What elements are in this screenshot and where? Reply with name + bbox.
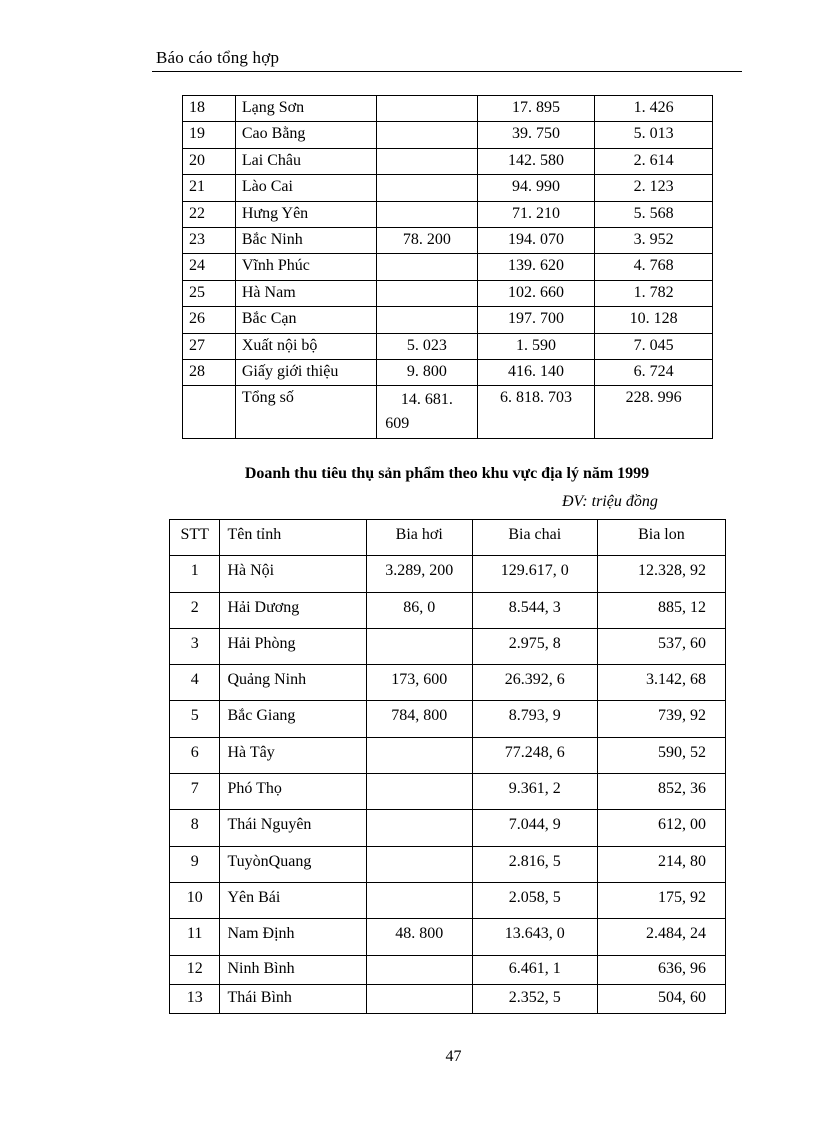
table-row: [170, 665, 726, 701]
row-value-2: 102. 660: [477, 280, 595, 306]
total-label: Tổng số: [235, 386, 376, 439]
total-value-2: 6. 818. 703: [477, 386, 595, 439]
row-canned-beer: 214, 80: [597, 846, 725, 882]
row-value-1: [377, 122, 477, 148]
row-province: Lào Cai: [235, 175, 376, 201]
row-bottled-beer: 2.352, 5: [472, 984, 597, 1013]
header-bottled-beer: Bia chai: [472, 520, 597, 556]
row-draft-beer: [366, 774, 472, 810]
row-province: Thái Nguyên: [220, 810, 366, 846]
row-bottled-beer: 9.361, 2: [472, 774, 597, 810]
row-value-2: 71. 210: [477, 201, 595, 227]
row-value-1: 5. 023: [377, 333, 477, 359]
row-draft-beer: 784, 800: [366, 701, 472, 737]
row-draft-beer: [366, 628, 472, 664]
row-province: Hải Dương: [220, 592, 366, 628]
row-province: Hưng Yên: [235, 201, 376, 227]
row-canned-beer: 175, 92: [597, 882, 725, 918]
row-stt: 4: [170, 665, 220, 701]
row-stt: 23: [183, 227, 236, 253]
row-value-3: 2. 123: [595, 175, 713, 201]
row-value-1: [377, 175, 477, 201]
header-province: Tên tỉnh: [220, 520, 366, 556]
row-value-3: 6. 724: [595, 359, 713, 385]
total-row: [183, 386, 713, 439]
table-title: Doanh thu tiêu thụ sản phẩm theo khu vực địa lý năm 1999: [244, 465, 650, 482]
row-value-1: [377, 96, 477, 122]
header-stt: STT: [170, 520, 220, 556]
row-draft-beer: 48. 800: [366, 919, 472, 955]
row-stt: 11: [170, 919, 220, 955]
row-bottled-beer: 7.044, 9: [472, 810, 597, 846]
row-value-3: 1. 782: [595, 280, 713, 306]
header-divider: [152, 71, 742, 72]
table-row: [170, 701, 726, 737]
row-stt: 7: [170, 774, 220, 810]
table-row: [170, 955, 726, 984]
row-canned-beer: 590, 52: [597, 737, 725, 773]
row-value-1: [377, 201, 477, 227]
row-stt: 20: [183, 148, 236, 174]
row-stt: 9: [170, 846, 220, 882]
row-province: Lạng Sơn: [235, 96, 376, 122]
row-value-2: 194. 070: [477, 227, 595, 253]
page-header-title: Báo cáo tổng hợp: [156, 48, 280, 67]
row-value-2: 416. 140: [477, 359, 595, 385]
row-province: Thái Bình: [220, 984, 366, 1013]
row-province: Lai Châu: [235, 148, 376, 174]
row-province: Hà Tây: [220, 737, 366, 773]
total-value-1-line-1: 14. 681.: [400, 391, 453, 409]
row-province: Hà Nam: [235, 280, 376, 306]
row-bottled-beer: 26.392, 6: [472, 665, 597, 701]
row-draft-beer: 3.289, 200: [366, 556, 472, 592]
total-value-1-line-2: 609: [385, 415, 410, 433]
row-bottled-beer: 129.617, 0: [472, 556, 597, 592]
row-value-2: 17. 895: [477, 96, 595, 122]
row-value-3: 4. 768: [595, 254, 713, 280]
unit-label: ĐV: triệu đồng: [562, 493, 658, 510]
row-value-1: [377, 307, 477, 333]
table-row: [170, 628, 726, 664]
table-row: [170, 882, 726, 918]
row-canned-beer: 12.328, 92: [597, 556, 725, 592]
row-stt: 3: [170, 628, 220, 664]
row-value-2: 142. 580: [477, 148, 595, 174]
row-stt: 1: [170, 556, 220, 592]
table-row: [170, 919, 726, 955]
row-province: Yên Bái: [220, 882, 366, 918]
row-draft-beer: [366, 984, 472, 1013]
row-canned-beer: 739, 92: [597, 701, 725, 737]
row-draft-beer: 86, 0: [366, 592, 472, 628]
row-stt: 5: [170, 701, 220, 737]
row-stt: 8: [170, 810, 220, 846]
row-bottled-beer: 2.058, 5: [472, 882, 597, 918]
row-stt: 21: [183, 175, 236, 201]
row-canned-beer: 3.142, 68: [597, 665, 725, 701]
row-province: Xuất nội bộ: [235, 333, 376, 359]
table-row: [183, 96, 713, 122]
row-province: Hải Phòng: [220, 628, 366, 664]
row-canned-beer: 636, 96: [597, 955, 725, 984]
table-row: [170, 556, 726, 592]
row-value-1: [377, 254, 477, 280]
row-province: Vĩnh Phúc: [235, 254, 376, 280]
row-draft-beer: [366, 955, 472, 984]
row-draft-beer: [366, 737, 472, 773]
row-bottled-beer: 8.544, 3: [472, 592, 597, 628]
table-row: [183, 122, 713, 148]
row-bottled-beer: 2.816, 5: [472, 846, 597, 882]
row-stt: 26: [183, 307, 236, 333]
row-stt: 13: [170, 984, 220, 1013]
total-value-3: 228. 996: [595, 386, 713, 439]
row-province: TuyònQuang: [220, 846, 366, 882]
row-value-1: [377, 280, 477, 306]
row-draft-beer: [366, 846, 472, 882]
row-province: Hà Nội: [220, 556, 366, 592]
row-stt: 24: [183, 254, 236, 280]
row-bottled-beer: 2.975, 8: [472, 628, 597, 664]
row-canned-beer: 852, 36: [597, 774, 725, 810]
table-row: [183, 201, 713, 227]
table-row: [170, 774, 726, 810]
table-row: [170, 846, 726, 882]
row-stt: 6: [170, 737, 220, 773]
row-stt: 10: [170, 882, 220, 918]
row-province: Nam Định: [220, 919, 366, 955]
row-canned-beer: 2.484, 24: [597, 919, 725, 955]
row-value-2: 39. 750: [477, 122, 595, 148]
row-value-1: 9. 800: [377, 359, 477, 385]
province-revenue-table-continued: [182, 95, 713, 439]
row-value-3: 10. 128: [595, 307, 713, 333]
row-province: Cao Bằng: [235, 122, 376, 148]
row-value-3: 5. 568: [595, 201, 713, 227]
table-row: [183, 307, 713, 333]
row-bottled-beer: 13.643, 0: [472, 919, 597, 955]
table-row: [183, 280, 713, 306]
row-stt: 18: [183, 96, 236, 122]
row-bottled-beer: 6.461, 1: [472, 955, 597, 984]
table-row: [183, 333, 713, 359]
table-row: [183, 148, 713, 174]
row-province: Bắc Giang: [220, 701, 366, 737]
table-row: [170, 592, 726, 628]
row-canned-beer: 537, 60: [597, 628, 725, 664]
row-value-2: 94. 990: [477, 175, 595, 201]
row-value-3: 7. 045: [595, 333, 713, 359]
row-bottled-beer: 77.248, 6: [472, 737, 597, 773]
row-value-2: 1. 590: [477, 333, 595, 359]
row-canned-beer: 504, 60: [597, 984, 725, 1013]
row-value-2: 197. 700: [477, 307, 595, 333]
row-draft-beer: [366, 810, 472, 846]
table-row: [170, 984, 726, 1013]
header-draft-beer: Bia hơi: [366, 520, 472, 556]
row-stt: 27: [183, 333, 236, 359]
row-value-3: 2. 614: [595, 148, 713, 174]
row-value-3: 1. 426: [595, 96, 713, 122]
row-province: Bắc Ninh: [235, 227, 376, 253]
table-row: [183, 175, 713, 201]
table-row: [183, 359, 713, 385]
header-canned-beer: Bia lon: [597, 520, 725, 556]
row-stt: 12: [170, 955, 220, 984]
row-value-2: 139. 620: [477, 254, 595, 280]
row-stt: 22: [183, 201, 236, 227]
page-number: 47: [445, 1048, 462, 1065]
total-stt-empty: [183, 386, 236, 439]
row-value-1: 78. 200: [377, 227, 477, 253]
row-province: Quảng Ninh: [220, 665, 366, 701]
row-canned-beer: 612, 00: [597, 810, 725, 846]
table-row: [183, 254, 713, 280]
table-row: [183, 227, 713, 253]
row-value-3: 3. 952: [595, 227, 713, 253]
row-stt: 25: [183, 280, 236, 306]
row-stt: 28: [183, 359, 236, 385]
total-value-1: [377, 386, 477, 439]
row-stt: 19: [183, 122, 236, 148]
row-province: Phó Thọ: [220, 774, 366, 810]
table-row: [170, 737, 726, 773]
regional-revenue-table-1999: [169, 519, 726, 1014]
table-row: [170, 810, 726, 846]
row-canned-beer: 885, 12: [597, 592, 725, 628]
row-draft-beer: [366, 882, 472, 918]
row-draft-beer: 173, 600: [366, 665, 472, 701]
table-header-row: [170, 520, 726, 556]
row-stt: 2: [170, 592, 220, 628]
row-bottled-beer: 8.793, 9: [472, 701, 597, 737]
row-province: Bắc Cạn: [235, 307, 376, 333]
row-province: Ninh Bình: [220, 955, 366, 984]
row-province: Giấy giới thiệu: [235, 359, 376, 385]
row-value-3: 5. 013: [595, 122, 713, 148]
row-value-1: [377, 148, 477, 174]
